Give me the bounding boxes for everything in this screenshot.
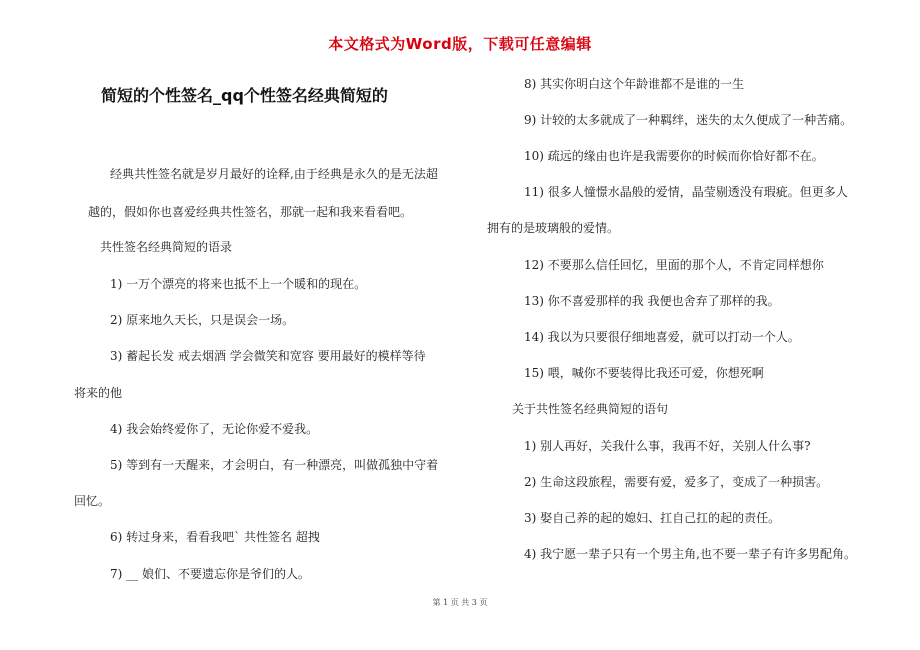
list-item: 14) 我以为只要很仔细地喜爱，就可以打动一个人。 xyxy=(524,330,800,344)
list-item: 13) 你不喜爱那样的我 我便也舍弃了那样的我。 xyxy=(524,294,780,308)
format-notice-banner: 本文格式为Word版，下载可任意编辑 xyxy=(328,35,592,53)
section-heading-1: 共性签名经典简短的语录 xyxy=(100,240,233,254)
list-item: 7) __ 娘们、不要遗忘你是爷们的人。 xyxy=(110,567,310,581)
page-number-footer: 第 1 页 共 3 页 xyxy=(432,598,488,607)
list-item: 3) 娶自己养的起的媳妇、扛自己扛的起的责任。 xyxy=(524,511,781,525)
list-item: 9) 计较的太多就成了一种羁绊，迷失的太久便成了一种苦痛。 xyxy=(524,113,853,127)
list-item-continued: 将来的他 xyxy=(74,386,123,400)
list-item: 3) 蓄起长发 戒去烟酒 学会微笑和宽容 要用最好的模样等待 xyxy=(110,349,426,363)
intro-line-2: 越的，假如你也喜爱经典共性签名，那就一起和我来看看吧。 xyxy=(88,205,413,219)
list-item: 6) 转过身来，看看我吧` 共性签名 超拽 xyxy=(110,530,320,544)
list-item: 12) 不要那么信任回忆，里面的那个人，不肯定同样想你 xyxy=(524,258,824,272)
list-item: 15) 喂，喊你不要装得比我还可爱，你想死啊 xyxy=(524,366,764,380)
list-item: 4) 我会始终爱你了，无论你爱不爱我。 xyxy=(110,422,319,436)
section-heading-2: 关于共性签名经典简短的语句 xyxy=(512,402,669,416)
list-item-continued: 回忆。 xyxy=(74,494,111,508)
list-item: 2) 生命这段旅程，需要有爱，爱多了，变成了一种损害。 xyxy=(524,475,829,489)
list-item: 1) 别人再好，关我什么事，我再不好，关别人什么事? xyxy=(524,439,811,453)
list-item: 8) 其实你明白这个年龄谁都不是谁的一生 xyxy=(524,77,745,91)
list-item: 5) 等到有一天醒来，才会明白，有一种漂亮，叫做孤独中守着 xyxy=(110,458,439,472)
intro-line-1: 经典共性签名就是岁月最好的诠释,由于经典是永久的是无法超 xyxy=(110,167,438,181)
document-title: 简短的个性签名_qq个性签名经典简短的 xyxy=(101,86,388,105)
list-item: 11) 很多人憧憬水晶般的爱情，晶莹剔透没有瑕疵。但更多人 xyxy=(524,185,848,199)
list-item-continued: 拥有的是玻璃般的爱情。 xyxy=(487,221,620,235)
list-item: 1) 一万个漂亮的将来也抵不上一个暖和的现在。 xyxy=(110,277,367,291)
list-item: 10) 疏远的缘由也许是我需要你的时候而你恰好都不在。 xyxy=(524,149,824,163)
list-item: 4) 我宁愿一辈子只有一个男主角,也不要一辈子有许多男配角。 xyxy=(524,547,856,561)
list-item: 2) 原来地久天长，只是误会一场。 xyxy=(110,313,295,327)
